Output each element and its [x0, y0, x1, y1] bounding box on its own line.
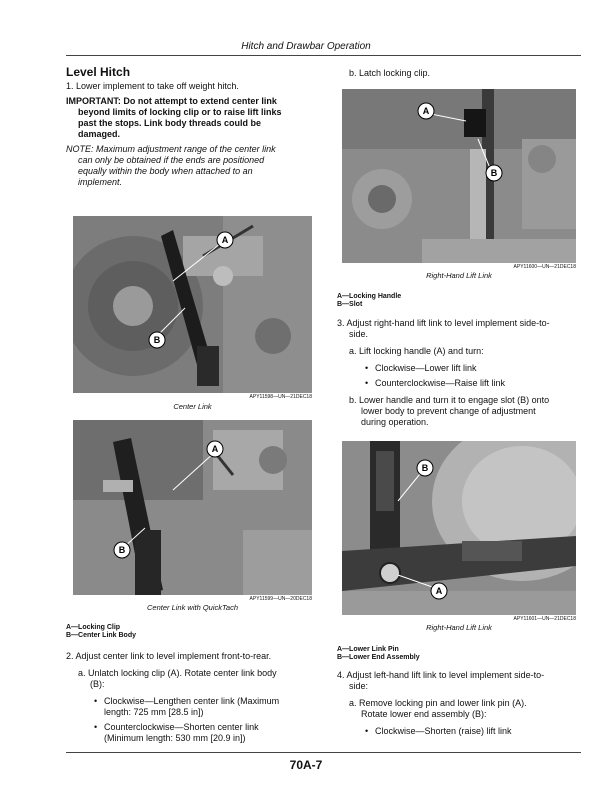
figure-id: APY11599—UN—20DEC18 [249, 596, 312, 602]
callout-b: B [490, 168, 498, 178]
section-heading: Level Hitch [66, 65, 131, 79]
callout-b: B [118, 545, 126, 555]
right-column-middle [337, 318, 587, 428]
step-2a: a. Unlatch locking clip (A). Rotate center link body (B): [78, 668, 277, 689]
bullet-item: • Clockwise—Shorten (raise) lift link [337, 726, 587, 737]
figure-caption: Right-Hand Lift Link [426, 623, 492, 632]
rh-lift-link-photo-1 [342, 89, 576, 263]
callout-a: A [221, 235, 229, 245]
step-4a: a. Remove locking pin and lower link pin (A). Rotate lower end assembly (B): [349, 698, 527, 719]
right-step-b-top: b. Latch locking clip. [349, 68, 431, 78]
figure-caption: Center Link [173, 402, 212, 411]
step-3: 3. Adjust right-hand lift link to level implement side-to- side. [337, 318, 550, 339]
step-1: 1. Lower implement to take off weight hitch. [66, 81, 239, 91]
figure-legend: A—Lower Link Pin B—Lower End Assembly [337, 646, 420, 661]
figure-id: APY11600—UN—21DEC18 [513, 264, 576, 270]
important-block: IMPORTANT: Do not attempt to extend center link beyond limits of locking clip or to raise lift links past the stops. Link body threads could be damaged. [66, 96, 282, 139]
callout-b: B [153, 335, 161, 345]
callout-a: A [422, 106, 430, 116]
page-number: 70A-7 [289, 758, 323, 772]
bullet-item: • Clockwise—Lower lift link [337, 363, 587, 374]
callout-b: B [421, 463, 429, 473]
figure-caption: Center Link with QuickTach [146, 603, 238, 612]
figure-legend: A—Locking Handle B—Slot [337, 293, 402, 308]
step-3a: a. Lift locking handle (A) and turn: [349, 346, 484, 356]
figure-caption: Right-Hand Lift Link [426, 271, 492, 280]
left-column-top [66, 67, 324, 188]
step-3b: b. Lower handle and turn it to engage slot (B) onto lower body to prevent change of adjustment during operation. [349, 395, 550, 427]
center-link-quicktach-photo [73, 420, 312, 595]
bullet-item: • Clockwise—Lengthen center link (Maximum length: 725 mm [28.5 in]) [66, 696, 324, 718]
figure-id: APY11601—UN—21DEC18 [513, 616, 576, 622]
figure-id: APY11598—UN—21DEC18 [249, 394, 312, 400]
callout-a: A [435, 586, 443, 596]
right-column-bottom [337, 670, 587, 737]
note-block: NOTE: Maximum adjustment range of the center link can only be obtained if the ends are positioned equally within the body when attached to an implement. [66, 144, 276, 187]
figure-legend: A—Locking Clip B—Center Link Body [66, 624, 137, 639]
step-4: 4. Adjust left-hand lift link to level implement side-to- side: [337, 670, 545, 691]
rh-lift-link-photo-2 [342, 441, 576, 615]
center-link-photo [73, 216, 312, 393]
callout-a: A [211, 444, 219, 454]
bullet-item: • Counterclockwise—Shorten center link (Minimum length: 530 mm [20.9 in]) [66, 722, 324, 744]
header-rule [66, 55, 581, 56]
footer-rule [66, 752, 581, 753]
step-2: 2. Adjust center link to level implement front-to-rear. [66, 651, 272, 661]
bullet-item: • Counterclockwise—Raise lift link [337, 378, 587, 389]
left-column-bottom [66, 651, 324, 744]
running-header: Hitch and Drawbar Operation [241, 41, 371, 52]
